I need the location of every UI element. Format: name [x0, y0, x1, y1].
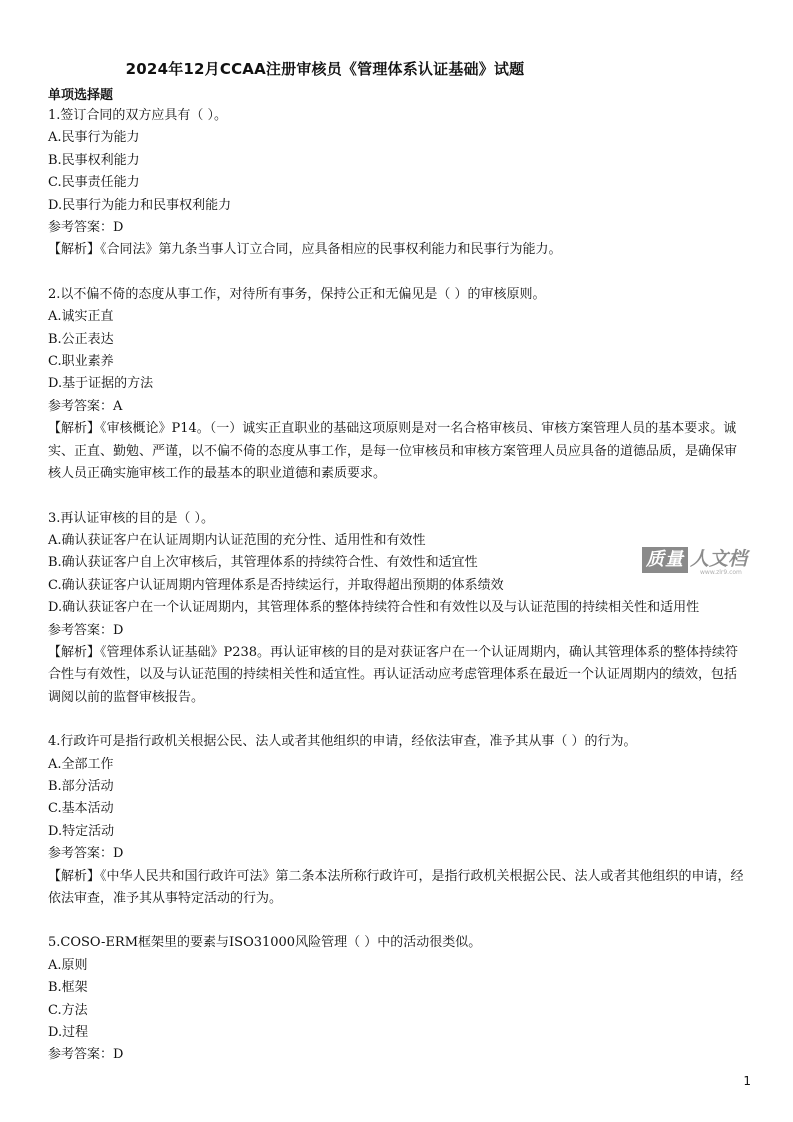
option-d: D.特定活动 — [48, 823, 115, 839]
question-stem: 2.以不偏不倚的态度从事工作，对待所有事务，保持公正和无偏见是（ ）的审核原则。 — [48, 286, 546, 302]
document-title: 2024年12月CCAA注册审核员《管理体系认证基础》试题 — [125, 60, 525, 78]
question-3 — [48, 508, 748, 710]
question-5 — [48, 932, 748, 1066]
answer: 参考答案：D — [48, 1047, 124, 1063]
answer: 参考答案：D — [48, 622, 124, 638]
option-a: A.原则 — [48, 957, 88, 973]
question-stem: 1.签订合同的双方应具有（ ）。 — [48, 108, 228, 123]
question-4 — [48, 731, 748, 910]
question-stem: 5.COSO-ERM框架里的要素与ISO31000风险管理（ ）中的活动很类似。 — [48, 935, 482, 951]
option-d: D.基于证据的方法 — [48, 376, 154, 392]
option-b: B.框架 — [48, 980, 88, 996]
answer: 参考答案：D — [48, 846, 124, 862]
watermark-url: www.zlr9.com — [700, 569, 742, 576]
option-a: A.确认获证客户在认证周期内认证范围的充分性、适用性和有效性 — [48, 532, 426, 548]
answer: 参考答案：A — [48, 398, 123, 414]
watermark-part-b: 人文档 — [690, 548, 748, 570]
option-b: B.公正表达 — [48, 331, 114, 347]
option-d: D.确认获证客户在一个认证周期内，其管理体系的整体持续符合性和有效性以及与认证范围的持续相关性和适用性 — [48, 600, 700, 616]
option-a: A.全部工作 — [48, 756, 114, 772]
option-c: C.民事责任能力 — [48, 175, 140, 191]
option-c: C.方法 — [48, 1002, 88, 1018]
explanation: 【解析】《中华人民共和国行政许可法》第二条本法所称行政许可，是指行政机关根据公民、法人或者其他组织的申请，经依法审查，准予其从事特定活动的行为。 — [48, 868, 744, 906]
question-2 — [48, 284, 748, 486]
question-list — [48, 105, 748, 1067]
option-b: B.部分活动 — [48, 778, 114, 794]
option-d: D.民事行为能力和民事权利能力 — [48, 197, 232, 213]
option-a: A.诚实正直 — [48, 309, 114, 325]
option-c: C.基本活动 — [48, 801, 114, 817]
question-stem: 3.再认证审核的目的是（ ）。 — [48, 510, 215, 526]
option-b: B.民事权利能力 — [48, 152, 140, 168]
question-stem: 4.行政许可是指行政机关根据公民、法人或者其他组织的申请，经依法审查，准予其从事（ ）的行为。 — [48, 734, 637, 750]
option-d: D.过程 — [48, 1025, 89, 1041]
explanation: 【解析】《合同法》第九条当事人订立合同，应具备相应的民事权利能力和民事行为能力。 — [48, 242, 562, 258]
option-b: B.确认获证客户自上次审核后，其管理体系的持续符合性、有效性和适宜性 — [48, 555, 478, 571]
option-a: A.民事行为能力 — [48, 130, 140, 146]
option-c: C.确认获证客户认证周期内管理体系是否持续运行，并取得超出预期的体系绩效 — [48, 577, 504, 593]
question-1 — [48, 105, 748, 262]
explanation: 【解析】《审核概论》P14。（一）诚实正直职业的基础这项原则是对一名合格审核员、审核方案管理人员的基本要求。诚实、正直、勤勉、严谨，以不偏不倚的态度从事工作，是每一位审核员和审核方案管理人员应具备的道德品质，是确保审核人员正确实施审核工作的最基本的职业道德和素质要求。 — [48, 421, 738, 482]
watermark-part-a: 质量 — [642, 547, 688, 573]
watermark-logo — [642, 544, 784, 580]
page-number: 1 — [743, 1074, 751, 1088]
explanation: 【解析】《管理体系认证基础》P238。再认证审核的目的是对获证客户在一个认证周期内，确认其管理体系的整体持续符合性与有效性，以及与认证范围的持续相关性和适宜性。再认证活动应考虑管理体系在最近一个认证周期内的绩效，包括调阅以前的监督审核报告。 — [48, 644, 739, 705]
option-c: C.职业素养 — [48, 354, 114, 370]
answer: 参考答案：D — [48, 220, 124, 236]
section-heading: 单项选择题 — [48, 88, 114, 103]
